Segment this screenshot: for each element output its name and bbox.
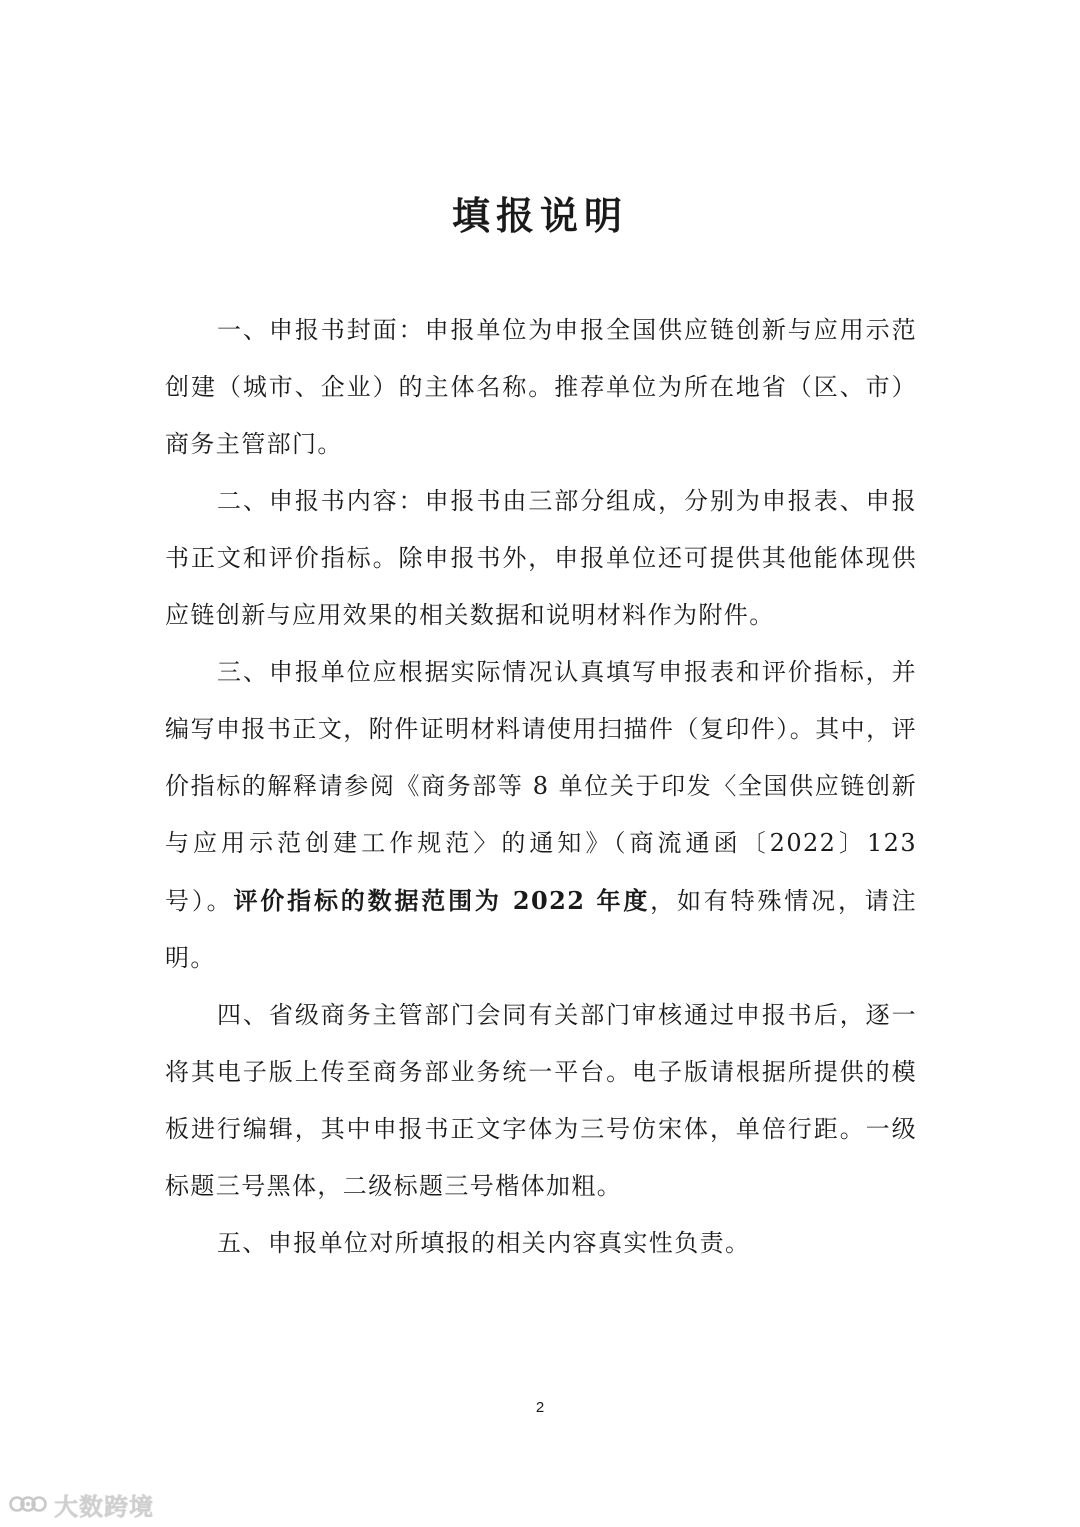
- page-title: 填报说明: [451, 193, 628, 238]
- paragraph-content: 二、申报书内容：申报书由三部分组成，分别为申报表、申报书正文和评价指标。除申报书外，申报单位还可提供其他能体现供应链创新与应用效果的相关数据和说明材料作为附件。: [165, 487, 917, 629]
- paragraph-fill-bold-text: 评价指标的数据范围为 2022 年度: [233, 886, 651, 915]
- instructions-body: [165, 302, 917, 1272]
- paragraph-fill-text-after: ，如有特殊情况，请注明。: [165, 887, 917, 972]
- paragraph-fill-requirements: [165, 644, 917, 987]
- paragraph-cover: 一、申报书封面：申报单位为申报全国供应链创新与应用示范创建（城市、企业）的主体名称。推荐单位为所在地省（区、市）商务主管部门。: [165, 316, 917, 458]
- paragraph-fill-text-before: 三、申报单位应根据实际情况认真填写申报表和评价指标，并编写申报书正文，附件证明材料请使用扫描件（复印件）。其中，评价指标的解释请参阅《商务部等 8 单位关于印发〈全国供应链创新与应用示范创建工作规范〉的通知》（商流通函〔2022〕123 号）。: [165, 658, 917, 915]
- watermark: [8, 1486, 154, 1522]
- watermark-text: 大数跨境: [54, 1492, 154, 1521]
- paragraph-responsibility: 五、申报单位对所填报的相关内容真实性负责。: [217, 1229, 751, 1257]
- logo-icon: [8, 1491, 48, 1517]
- paragraph-upload: 四、省级商务主管部门会同有关部门审核通过申报书后，逐一将其电子版上传至商务部业务统一平台。电子版请根据所提供的模板进行编辑，其中申报书正文字体为三号仿宋体，单倍行距。一级标题三号黑体，二级标题三号楷体加粗。: [165, 1001, 917, 1200]
- page-number: 2: [535, 1399, 545, 1416]
